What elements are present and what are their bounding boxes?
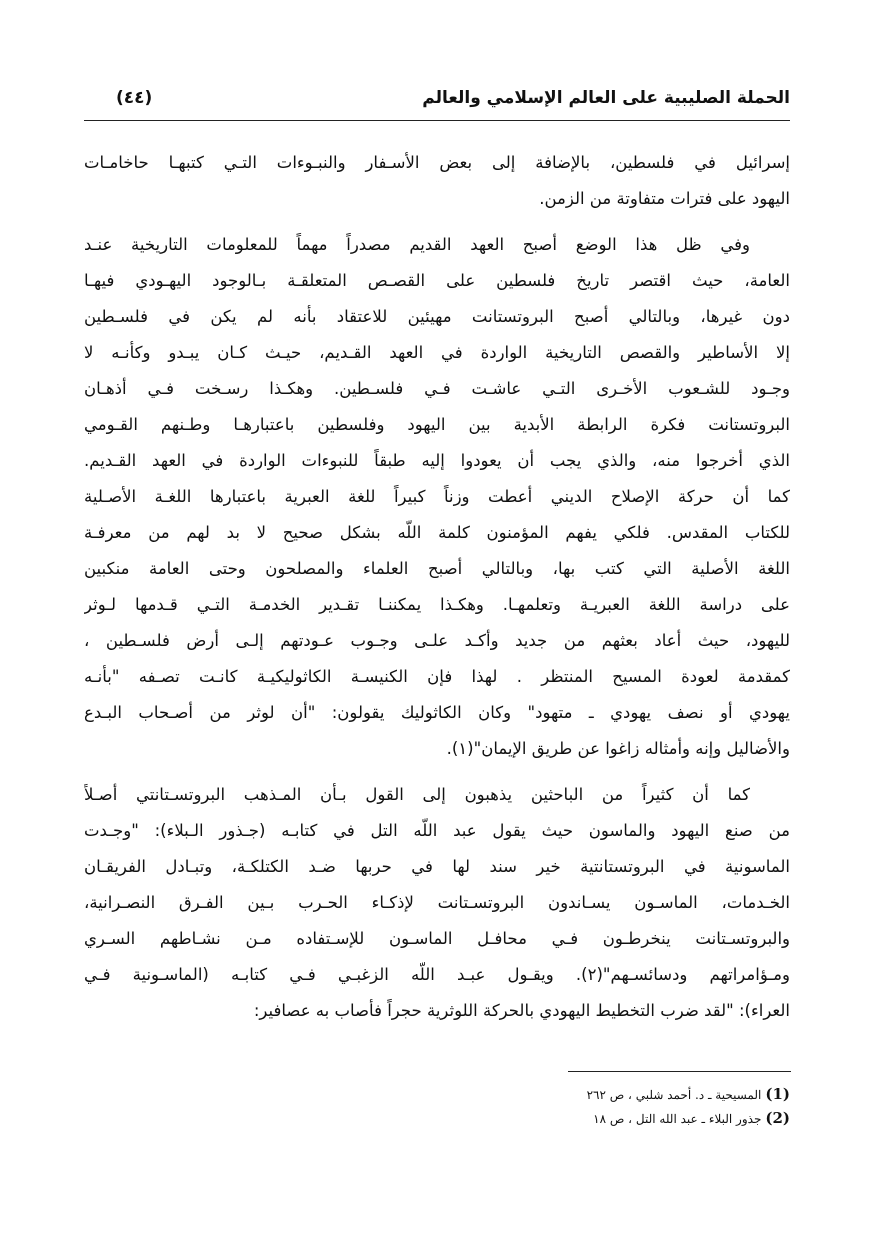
text-line: الذي أخرجوا منه، والذي يجب أن يعودوا إليه طبقاً للنبوءات الواردة في العهد القـديم. [84,451,790,470]
page-header [84,86,790,121]
text-line: كما أن كثيراً من الباحثين يذهبون إلى القول بـأن المـذهب البروتسـتانتي أصـلاً [84,785,750,804]
text-line: الماسونية في البروتستانتية خير سند لها في حربها ضـد الكتلكـة، وتبـادل الفريقـان [84,857,790,876]
text-line: إلا الأساطير والقصص التاريخية الواردة في العهد القـديم، حيـث كـان يبـدو وكأنـه لا [84,343,790,362]
text-line: البروتستانت فكرة الرابطة الأبدية بين اليهود وفلسطين باعتبارهـا وطـنهم القـومي [84,415,790,434]
footnote-number: (1) [765,1085,790,1103]
text-line: والبروتسـتانت ينخرطـون فـي محافـل الماسـون للإسـتفاده مـن نشـاطهم السـري [84,929,790,948]
running-title: الحملة الصليبية على العالم الإسلامي والعالم [422,88,790,108]
text-line: العامة، حيث اقتصر تاريخ فلسطين على القصـص المتعلقـة بـالوجود اليهـودي فيهـا [84,271,790,290]
paragraph [84,227,790,767]
text-line: ومـؤامراتهم ودسائسـهم"(٢). ويقـول عبـد اللّه الزغبـي فـي كتابـه (الماسـونية فـي [84,965,790,984]
text-line: العراء): "لقد ضرب التخطيط اليهودي بالحركة اللوثرية حجراً فأصاب به عصافير: [253,1001,790,1020]
text-line: الخـدمات، الماسـون يسـاندون البروتسـتانت لإذكـاء الحـرب بـين الفـرق النصـرانية، [84,893,790,912]
text-line: يهودي أو نصف يهودي ـ متهود" وكان الكاثوليك يقولون: "أن لوثر من أصـحاب البـدع [84,703,790,722]
page-number: (٤٤) [116,88,153,108]
footnote [587,1082,790,1106]
text-line: اللغة الأصلية التي كتب بها، وبالتالي أصبح العلماء والمصلحون وحتى العامة منكبين [84,559,790,578]
footnote-text: جذور البلاء ـ عبد الله التل ، ص ١٨ [593,1112,762,1126]
text-line: والأضاليل وإنه وأمثاله زاغوا عن طريق الإيمان"(١). [446,739,790,758]
footnote-text: المسيحية ـ د. أحمد شلبي ، ص ٢٦٢ [586,1088,762,1102]
text-line: دون غيرها، وبالتالي أصبح البروتستانت مهيئين للاعتقاد بأنه لم يكن في فلسـطين [84,307,790,326]
text-line: وجـود للشـعوب الأخـرى التـي عاشـت فـي فلسـطين. وهكـذا رسـخت فـي أذهـان [84,379,790,398]
paragraph [84,145,790,217]
footnote-number: (2) [765,1109,790,1127]
body-text [84,145,790,1039]
text-line: كمقدمة لعودة المسيح المنتظر . لهذا فإن الكنيسـة الكاثوليكيـة كانـت تصـفه "بأنـه [84,667,790,686]
footnotes [587,1082,790,1130]
text-line: كما أن حركة الإصلاح الديني أعطت وزناً كبيراً للغة العبرية باعتبارها اللغـة الأصـلية [84,487,790,506]
text-line: لليهود، حيث أعاد بعثهم من جديد وأكـد علـى وجـوب عـودتهم إلـى أرض فلسـطين ، [84,631,790,650]
footnote-separator [568,1071,791,1072]
text-line: وفي ظل هذا الوضع أصبح العهد القديم مصدراً مهماً للمعلومات التاريخية عنـد [84,235,750,254]
text-line: من صنع اليهود والماسون حيث يقول عبد اللّه التل في كتابـه (جـذور الـبلاء): "وجـدت [84,821,790,840]
text-line: على دراسة اللغة العبريـة وتعلمهـا. وهكـذا يمكننـا تقـدير الخدمـة التـي قـدمها لـوثر [84,595,790,614]
text-line: إسرائيل في فلسطين، بالإضافة إلى بعض الأسـفار والنبـوءات التـي كتبهـا حاخامـات [84,153,790,172]
text-line: اليهود على فترات متفاوتة من الزمن. [539,189,790,208]
paragraph [84,777,790,1029]
text-line: للكتاب المقدس. فلكي يفهم المؤمنون كلمة اللّه بشكل صحيح لا بد لهم من معرفـة [84,523,790,542]
footnote [587,1106,790,1130]
